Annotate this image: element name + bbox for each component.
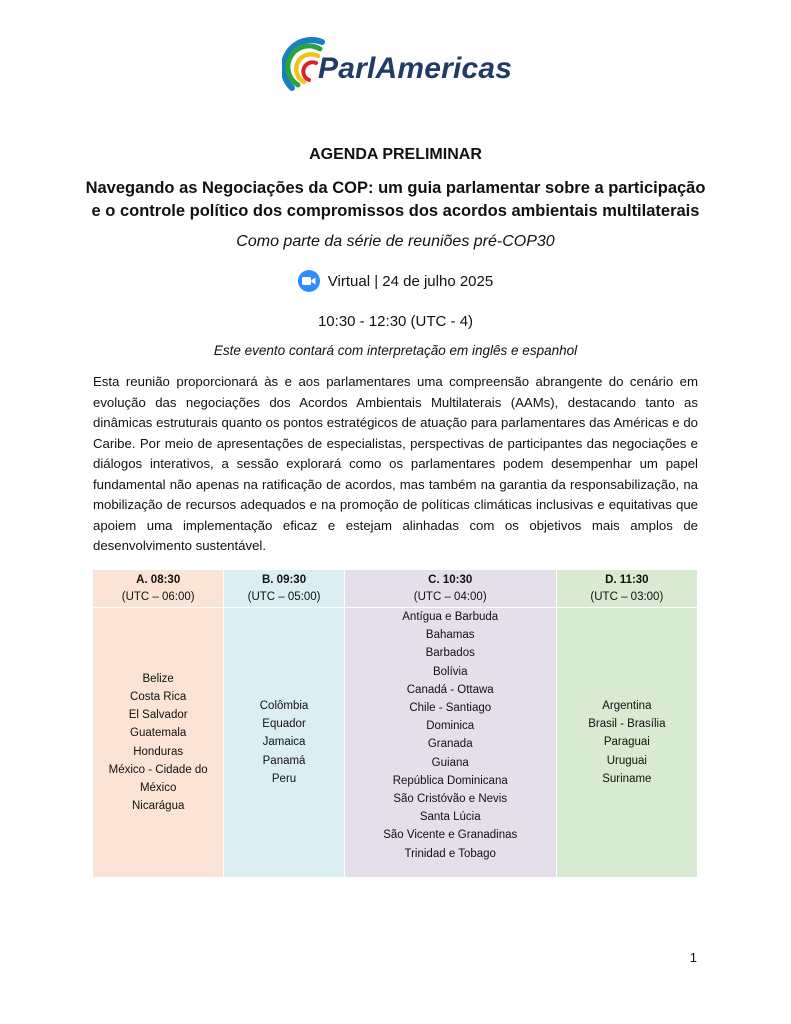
country-item: Chile - Santiago: [409, 702, 492, 715]
country-item: Belize: [142, 672, 174, 685]
country-item: Argentina: [602, 699, 652, 712]
country-item: São Cristóvão e Nevis: [393, 793, 508, 806]
column-title: B. 09:30: [261, 574, 307, 586]
country-item: Uruguai: [606, 754, 647, 767]
country-item: São Vicente e Granadinas: [383, 829, 518, 842]
country-item: Nicarágua: [131, 800, 185, 813]
country-item: Guatemala: [130, 727, 187, 740]
country-item: Equador: [262, 718, 306, 731]
interpretation-note: Este evento contará com interpretação em inglês e espanhol: [213, 343, 578, 358]
column-header: [224, 570, 343, 608]
column-header: [93, 570, 223, 608]
country-list: [93, 608, 223, 877]
table-column-c: [345, 570, 557, 877]
country-item: Honduras: [133, 745, 184, 758]
column-utc: (UTC – 03:00): [590, 591, 664, 603]
country-item: Santa Lúcia: [419, 811, 481, 824]
column-utc: (UTC – 06:00): [121, 591, 195, 603]
country-item: Paraguai: [603, 736, 650, 749]
country-item: Brasil - Brasília: [588, 718, 666, 731]
series-subtitle: Como parte da série de reuniões pré-COP30: [236, 233, 555, 250]
country-item: Costa Rica: [130, 690, 187, 703]
country-item: El Salvador: [128, 709, 188, 722]
table-column-a: [93, 570, 224, 877]
agenda-title: AGENDA PRELIMINAR: [309, 146, 482, 163]
column-utc: (UTC – 04:00): [413, 591, 487, 603]
timezone-table: [93, 570, 697, 877]
country-item: Suriname: [602, 772, 652, 785]
country-item: Granada: [427, 738, 473, 751]
table-column-d: [557, 570, 697, 877]
zoom-video-icon: [298, 270, 320, 292]
intro-paragraph: Esta reunião proporcionará às e aos parlamentares uma compreensão abrangente do cenário em evolução das negociações dos Acordos Ambientais Multilaterais (AAMs), destacando tanto as dinâmicas estruturais quanto os pontos estratégicos de atuação para parlamentares das Américas e do Caribe. Por meio de apresentações de especialistas, perspectivas de participantes das negociações e diálogos interativos, a sessão explorará como os parlamentares podem desempenhar um papel fundamental não apenas na ratificação de acordos, mas também na garantia da responsabilização, na mobilização de recursos adequados e na promoção de políticas climáticas inclusivas e equitativas que apoiem uma implementação eficaz e estejam alinhadas com os objetivos mais amplos de desenvolvimento sustentável.: [93, 374, 698, 553]
country-list: [224, 608, 343, 877]
event-time: 10:30 - 12:30 (UTC - 4): [317, 313, 474, 330]
country-item: Barbados: [425, 647, 475, 660]
country-item: Guiana: [431, 756, 469, 769]
column-utc: (UTC – 05:00): [247, 591, 321, 603]
column-header: [557, 570, 697, 608]
country-item: Trinidad e Tobago: [404, 847, 496, 860]
country-list: [345, 608, 556, 877]
virtual-event-row: [0, 270, 791, 292]
column-title: C. 10:30: [428, 574, 473, 586]
country-item: Canadá - Ottawa: [406, 683, 494, 696]
logo-text: ParlAmericas: [318, 52, 513, 85]
country-item: Panamá: [262, 754, 306, 767]
country-item: Peru: [271, 772, 297, 785]
main-title: Navegando as Negociações da COP: um guia parlamentar sobre a participação e o controle político dos compromissos dos acordos ambientais multilaterais: [85, 179, 706, 220]
country-list: [557, 608, 697, 877]
column-title: D. 11:30: [605, 574, 649, 586]
country-item: México: [139, 781, 177, 794]
country-item: México - Cidade do: [108, 763, 208, 776]
table-column-b: [224, 570, 344, 877]
page-number: 1: [689, 950, 697, 965]
column-header: [345, 570, 556, 608]
parlamericas-logo: [282, 36, 514, 104]
country-item: Colômbia: [259, 699, 309, 712]
country-item: Bahamas: [425, 629, 475, 642]
country-item: Dominica: [426, 720, 475, 733]
country-item: República Dominicana: [392, 774, 508, 787]
country-item: Bolívia: [432, 665, 468, 678]
country-item: Jamaica: [262, 736, 306, 749]
virtual-date: Virtual | 24 de julho 2025: [327, 272, 494, 290]
country-item: Antígua e Barbuda: [402, 611, 499, 623]
column-title: A. 08:30: [136, 574, 181, 586]
